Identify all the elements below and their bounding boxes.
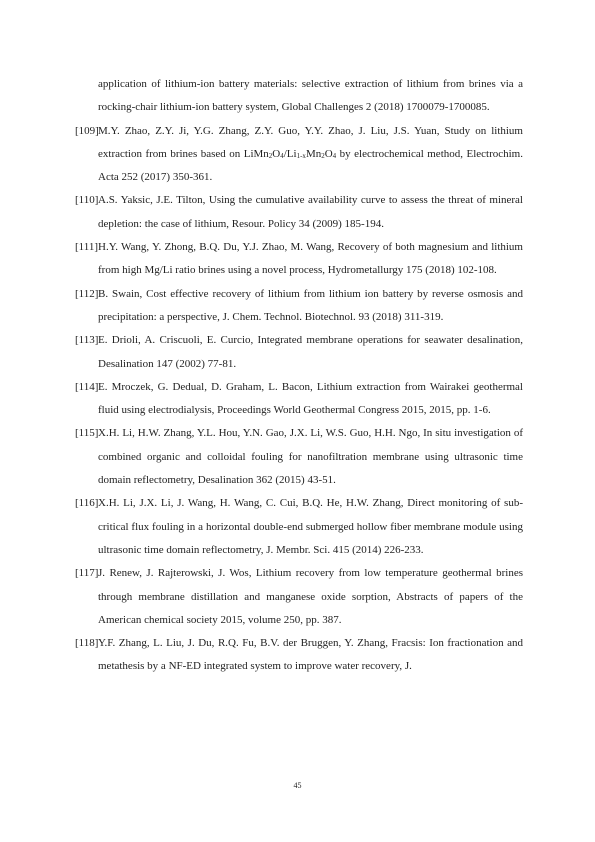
reference-text-segment: A.S. Yaksic, J.E. Tilton, Using the cumulative availability curve to assess the threat of mineral depletion: the case of lithium, Resour. Policy 34 (2009) 185-194.	[98, 194, 523, 230]
reference-text	[98, 283, 523, 330]
reference-number: [115]	[75, 427, 99, 440]
reference-text-segment: Y.F. Zhang, L. Liu, J. Du, R.Q. Fu, B.V. der Bruggen, Y. Zhang, Fracsis: Ion fractionation and metathesis by a NF-ED integrated system to improve water recovery, J.	[98, 637, 523, 673]
reference-text	[98, 492, 523, 562]
reference-text	[98, 236, 523, 283]
reference-text-segment: X.H. Li, H.W. Zhang, Y.L. Hou, Y.N. Gao, J.X. Li, W.S. Guo, H.H. Ngo, In situ investigation of combined organic and colloidal fouling for nanofiltration membrane using ultrasonic time domain reflectometry, Desalination 362 (2015) 43-51.	[98, 427, 523, 487]
reference-number: [116]	[75, 497, 99, 510]
reference-text	[98, 422, 523, 492]
reference-continuation	[0, 73, 595, 120]
page-number: 45	[293, 781, 302, 790]
subscript-text: 2	[268, 151, 273, 160]
reference-item	[0, 562, 595, 632]
reference-text	[98, 376, 523, 423]
reference-number: [118]	[75, 637, 99, 650]
reference-text-segment: M.Y. Zhao, Z.Y. Ji, Y.G. Zhang, Z.Y. Guo, Y.Y. Zhao, J. Liu, J.S. Yuan, Study on lithium extraction from brines based on LiMn	[98, 124, 523, 160]
reference-item	[0, 329, 595, 376]
reference-text-segment: X.H. Li, J.X. Li, J. Wang, H. Wang, C. Cui, B.Q. He, H.W. Zhang, Direct monitoring of sub-critical flux fouling in a horizontal double-end submerged hollow fiber membrane module using ultrasonic time domain reflectometry, J. Membr. Sci. 415 (2014) 226-233.	[98, 497, 523, 556]
reference-text-segment: O	[324, 147, 333, 160]
reference-item	[0, 492, 595, 562]
reference-text-segment: J. Renew, J. Rajterowski, J. Wos, Lithium recovery from low temperature geothermal brines through membrane distillation and manganese oxide sorption, Abstracts of papers of the American chemical society 2015, volume 250, pp. 387.	[98, 567, 523, 626]
reference-text-segment: /Li	[283, 147, 297, 160]
reference-number: [109]	[75, 124, 99, 137]
reference-text	[98, 189, 523, 236]
reference-item	[0, 632, 595, 679]
reference-text-segment: O	[272, 147, 281, 160]
reference-number: [113]	[75, 334, 99, 347]
subscript-text: 4	[332, 151, 337, 160]
reference-number: [114]	[75, 380, 99, 393]
reference-list	[0, 73, 595, 679]
subscript-text: 2	[321, 151, 325, 160]
subscript-text: 4	[280, 151, 284, 160]
reference-item	[0, 120, 595, 190]
reference-item	[0, 189, 595, 236]
reference-text-segment: B. Swain, Cost effective recovery of lithium from lithium ion battery by reverse osmosis and precipitation: a perspective, J. Chem. Technol. Biotechnol. 93 (2018) 311-319.	[98, 287, 523, 323]
reference-text	[98, 329, 523, 376]
reference-number: [110]	[75, 194, 99, 207]
reference-item	[0, 376, 595, 423]
reference-text	[98, 120, 523, 190]
reference-item	[0, 283, 595, 330]
reference-text-segment: E. Mroczek, G. Dedual, D. Graham, L. Bacon, Lithium extraction from Wairakei geothermal fluid using electrodialysis, Proceedings World Geothermal Congress 2015, 2015, pp. 1-6.	[98, 380, 523, 417]
reference-item	[0, 236, 595, 283]
reference-item	[0, 422, 595, 492]
reference-text-segment: by electrochemical method, Electrochim. Acta 252 (2017) 350-361.	[98, 147, 523, 184]
reference-text-segment: Mn	[305, 147, 322, 160]
reference-number: [112]	[75, 287, 99, 300]
reference-text-segment: H.Y. Wang, Y. Zhong, B.Q. Du, Y.J. Zhao, M. Wang, Recovery of both magnesium and lithium from high Mg/Li ratio brines using a novel process, Hydrometallurgy 175 (2018) 102-108.	[98, 241, 523, 277]
reference-text	[98, 632, 523, 679]
reference-text-segment: E. Drioli, A. Criscuoli, E. Curcio, Integrated membrane operations for seawater desalination, Desalination 147 (2002) 77-81.	[98, 334, 523, 370]
reference-text: application of lithium-ion battery materials: selective extraction of lithium from brines via a rocking-chair lithium-ion battery system, Global Challenges 2 (2018) 1700079-1700085.	[98, 78, 523, 114]
reference-text	[98, 562, 523, 632]
reference-number: [117]	[75, 567, 99, 580]
subscript-text: 1-x	[296, 151, 306, 160]
reference-number: [111]	[75, 241, 99, 254]
